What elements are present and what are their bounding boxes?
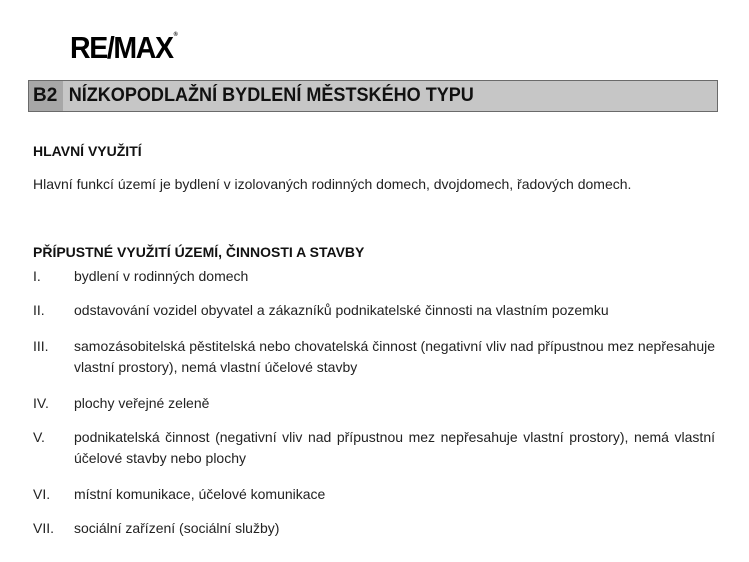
list-item [33, 427, 715, 469]
list-item [33, 266, 715, 287]
section-title-bar [28, 80, 718, 112]
list-item [33, 518, 715, 539]
section-code: B2 [29, 81, 63, 111]
permitted-use-heading: PŘÍPUSTNÉ VYUŽITÍ ÚZEMÍ, ČINNOSTI A STAVBY [33, 244, 365, 260]
list-item [33, 300, 715, 321]
list-item-number: VII. [33, 520, 55, 536]
list-item [33, 336, 715, 378]
list-item-number: III. [33, 338, 49, 354]
list-item [33, 393, 715, 414]
remax-logo: RE/MAX® [70, 30, 178, 65]
list-item-text: sociální zařízení (sociální služby) [74, 520, 280, 536]
logo-text: RE/MAX [70, 30, 173, 65]
main-use-heading: HLAVNÍ VYUŽITÍ [33, 143, 142, 159]
list-item-number: V. [33, 429, 45, 445]
list-item-text: místní komunikace, účelové komunikace [74, 486, 326, 502]
list-item [33, 484, 715, 505]
section-title: NÍZKOPODLAŽNÍ BYDLENÍ MĚSTSKÉHO TYPU [68, 85, 475, 106]
list-item-text: samozásobitelská pěstitelská nebo chovatelská činnost (negativní vliv nad přípustnou mez nepřesahuje vlastní prostory), nemá vlastní účelové stavby [74, 338, 715, 375]
main-use-text: Hlavní funkcí území je bydlení v izolovaných rodinných domech, dvojdomech, řadových domech. [33, 176, 632, 192]
list-item-number: IV. [33, 395, 49, 411]
list-item-text: odstavování vozidel obyvatel a zákazníků podnikatelské činnosti na vlastním pozemku [74, 302, 609, 318]
list-item-text: plochy veřejné zeleně [74, 395, 210, 411]
list-item-number: VI. [33, 486, 51, 502]
list-item-text: bydlení v rodinných domech [74, 268, 249, 284]
list-item-number: II. [33, 302, 45, 318]
list-item-text: podnikatelská činnost (negativní vliv nad přípustnou mez nepřesahuje vlastní prostory), nemá vlastní účelové stavby nebo plochy [74, 429, 715, 466]
list-item-number: I. [33, 268, 41, 284]
